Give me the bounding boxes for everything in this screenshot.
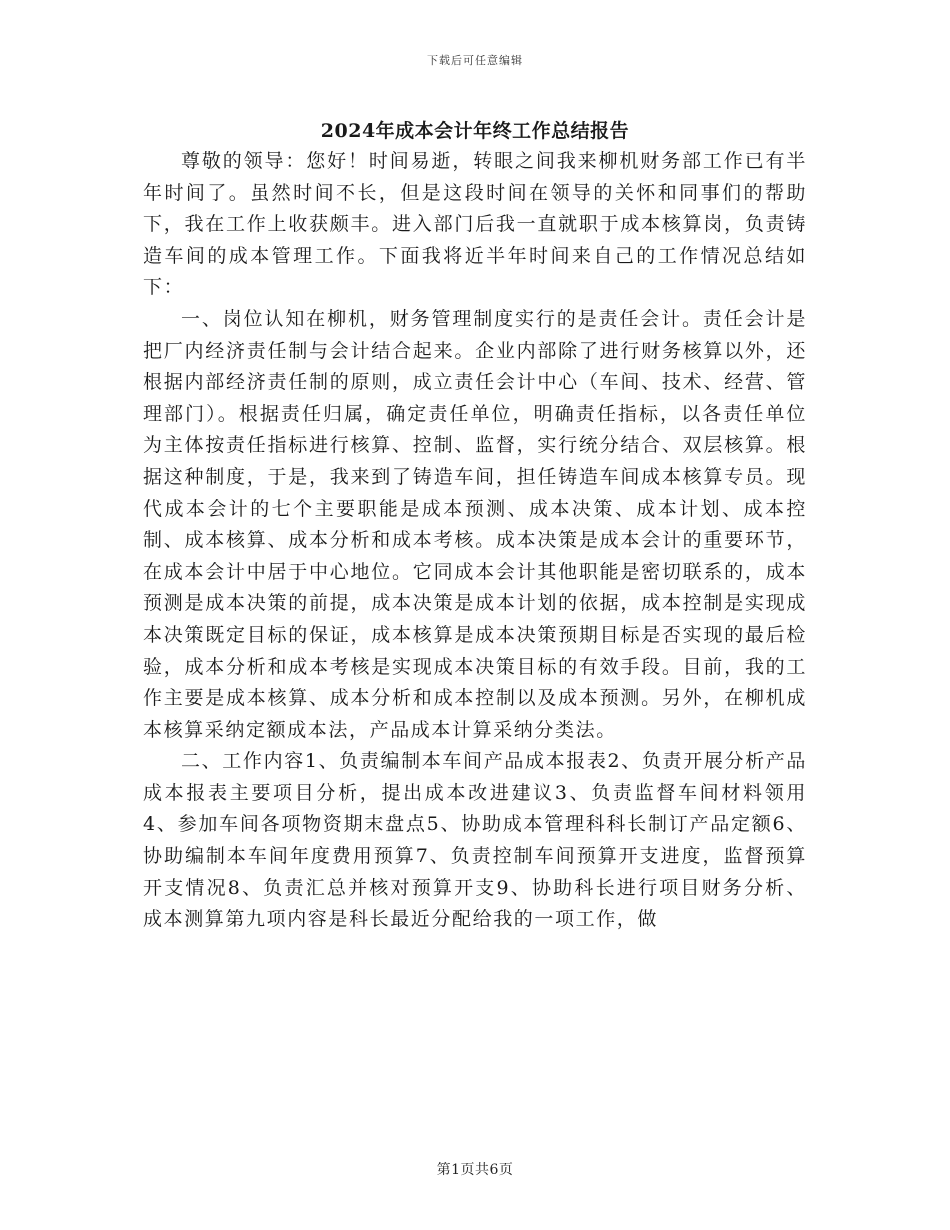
paragraph-work-content: 二、工作内容1、负责编制本车间产品成本报表2、负责开展分析产品成本报表主要项目分析，提出成本改进建议3、负责监督车间材料领用4、参加车间各项物资期末盘点5、协助成本管理科科长制订产品定额6、协助编制本车间年度费用预算7、负责控制车间预算开支进度，监督预算开支情况8、负责汇总并核对预算开支9、协助科长进行项目财务分析、成本测算第九项内容是科长最近分配给我的一项工作，做	[143, 750, 807, 931]
document-title: 2024年成本会计年终工作总结报告	[320, 120, 630, 142]
header-note: 下载后可任意编辑	[427, 54, 523, 67]
document-body	[143, 146, 807, 936]
page-number: 第1页共6页	[436, 1162, 514, 1178]
paragraph-greeting: 尊敬的领导：您好！时间易逝，转眼之间我来柳机财务部工作已有半年时间了。虽然时间不长，但是这段时间在领导的关怀和同事们的帮助下，我在工作上收获颇丰。进入部门后我一直就职于成本核算岗，负责铸造车间的成本管理工作。下面我将近半年时间来自己的工作情况总结如下：	[143, 150, 807, 299]
paragraph-role-awareness: 一、岗位认知在柳机，财务管理制度实行的是责任会计。责任会计是把厂内经济责任制与会计结合起来。企业内部除了进行财务核算以外，还根据内部经济责任制的原则，成立责任会计中心（车间、技术、经营、管理部门）。根据责任归属，确定责任单位，明确责任指标，以各责任单位为主体按责任指标进行核算、控制、监督，实行统分结合、双层核算。根据这种制度，于是，我来到了铸造车间，担任铸造车间成本核算专员。现代成本会计的七个主要职能是成本预测、成本决策、成本计划、成本控制、成本核算、成本分析和成本考核。成本决策是成本会计的重要环节，在成本会计中居于中心地位。它同成本会计其他职能是密切联系的，成本预测是成本决策的前提，成本决策是成本计划的依据，成本控制是实现成本决策既定目标的保证，成本核算是成本决策预期目标是否实现的最后检验，成本分析和成本考核是实现成本决策目标的有效手段。目前，我的工作主要是成本核算、成本分析和成本控制以及成本预测。另外，在柳机成本核算采纳定额成本法，产品成本计算采纳分类法。	[143, 307, 807, 741]
